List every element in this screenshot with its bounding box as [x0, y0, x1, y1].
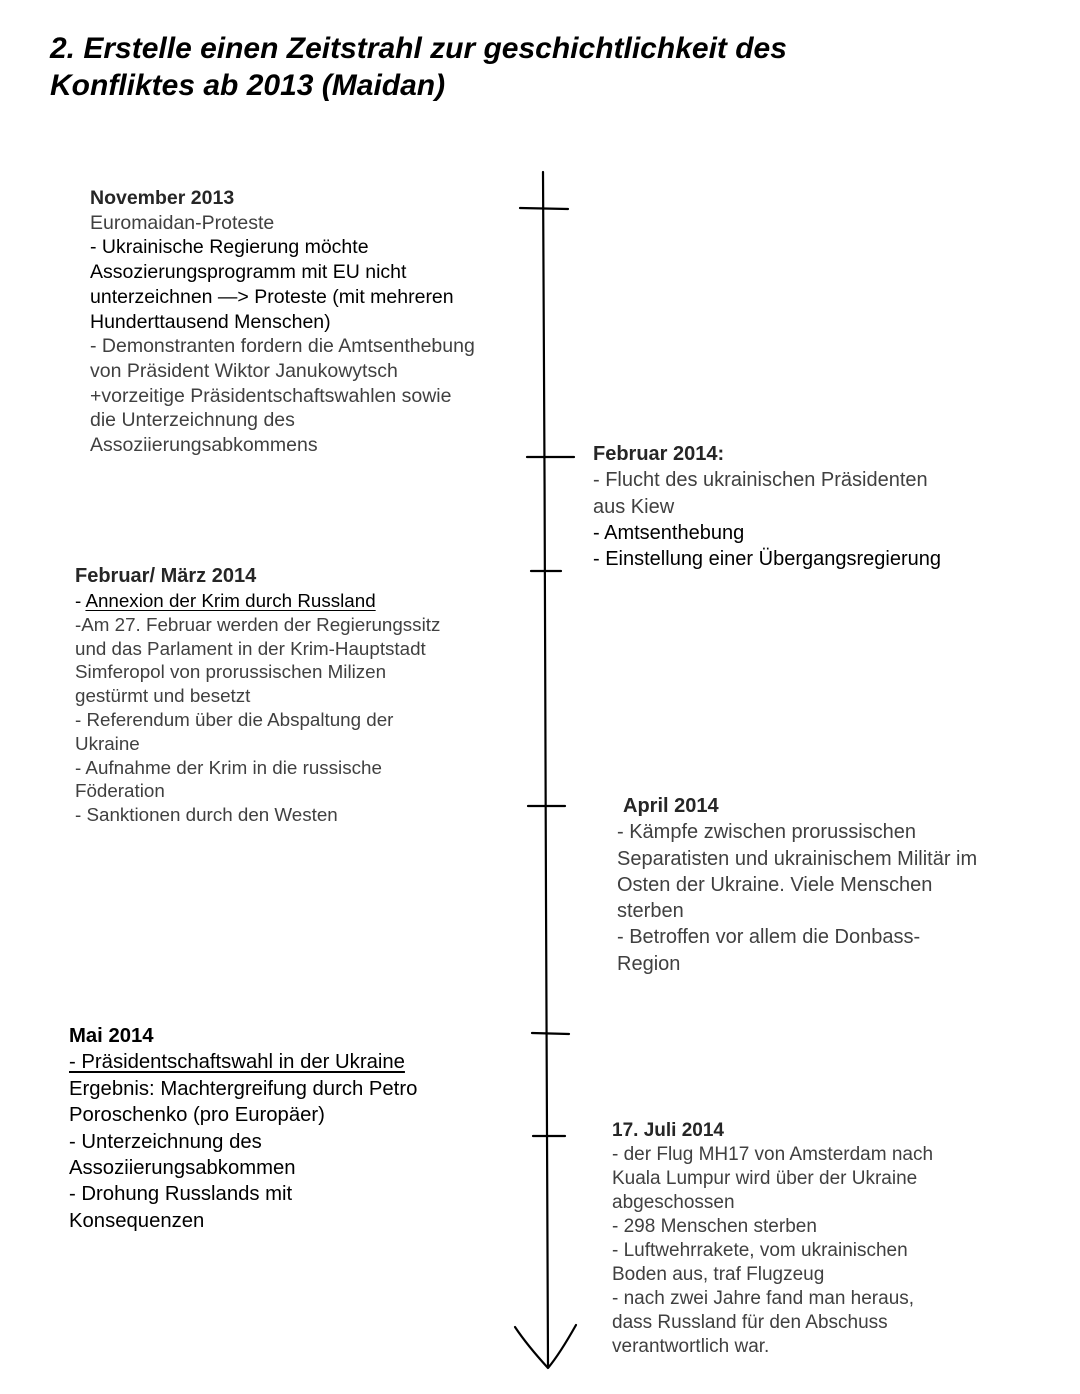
- event-november-2013: [90, 186, 475, 458]
- event-line: - Demonstranten fordern die Amtsenthebung: [90, 335, 475, 358]
- event-line: - Amtsenthebung: [593, 521, 745, 544]
- event-line: Poroschenko (pro Europäer): [69, 1104, 325, 1127]
- event-april-2014: [617, 793, 977, 977]
- event-line: - Betroffen vor allem die Donbass-: [617, 926, 921, 949]
- event-februar-maerz-2014: [75, 563, 440, 827]
- timeline-tick-may2014: [532, 1033, 569, 1034]
- event-line: Assoziierungsabkommen: [69, 1157, 296, 1180]
- event-line: Kuala Lumpur wird über der Ukraine: [612, 1168, 918, 1189]
- event-line: - Sanktionen durch den Westen: [75, 804, 338, 826]
- event-line: - Referendum über die Abspaltung der: [75, 708, 394, 730]
- event-line: - Luftwehrrakete, vom ukrainischen: [612, 1240, 908, 1261]
- event-date: Mai 2014: [69, 1025, 154, 1047]
- event-line: unterzeichnen —> Proteste (mit mehreren: [90, 285, 454, 308]
- event-line: - 298 Menschen sterben: [612, 1216, 817, 1237]
- event-line: Hunderttausend Menschen): [90, 310, 331, 333]
- event-line: - Unterzeichnung des: [69, 1130, 262, 1153]
- event-line: - Einstellung einer Übergangsregierung: [593, 548, 941, 571]
- event-line: - Flucht des ukrainischen Präsidenten: [593, 469, 928, 492]
- event-line-underlined: Annexion der Krim durch Russland: [85, 590, 376, 611]
- event-line: dass Russland für den Abschuss: [612, 1312, 888, 1333]
- event-line: Assoziierungsabkommens: [90, 434, 318, 457]
- event-line: - Drohung Russlands mit: [69, 1183, 293, 1206]
- event-line: abgeschossen: [612, 1192, 735, 1213]
- event-date: April 2014: [623, 795, 719, 817]
- title-line-1: 2. Erstelle einen Zeitstrahl zur geschichtlichkeit des: [50, 32, 787, 65]
- event-line: - der Flug MH17 von Amsterdam nach: [612, 1144, 934, 1165]
- event-line: - nach zwei Jahre fand man heraus,: [612, 1288, 915, 1309]
- arrow-head-icon: [515, 1325, 576, 1368]
- timeline-axis: [543, 172, 548, 1366]
- event-line: Osten der Ukraine. Viele Menschen: [617, 873, 933, 896]
- event-line: +vorzeitige Präsidentschaftswahlen sowie: [90, 384, 452, 407]
- event-date: 17. Juli 2014: [612, 1120, 724, 1141]
- event-line: Ukraine: [75, 732, 140, 754]
- event-line: Region: [617, 952, 681, 975]
- event-line: die Unterzeichnung des: [90, 409, 295, 432]
- event-line: [75, 589, 440, 613]
- event-line: aus Kiew: [593, 495, 675, 518]
- event-line: Euromaidan-Proteste: [90, 211, 275, 234]
- event-date: November 2013: [90, 187, 235, 209]
- event-line: Ergebnis: Machtergreifung durch Petro: [69, 1077, 418, 1100]
- event-februar-2014: [593, 441, 941, 572]
- event-mai-2014: [69, 1023, 417, 1234]
- event-line: verantwortlich war.: [612, 1336, 770, 1357]
- event-line: Konsequenzen: [69, 1209, 205, 1232]
- event-line: Boden aus, traf Flugzeug: [612, 1264, 825, 1285]
- timeline-tick-nov2013: [520, 208, 568, 209]
- event-line: Separatisten und ukrainischem Militär im: [617, 847, 978, 870]
- event-line: von Präsident Wiktor Janukowytsch: [90, 359, 398, 382]
- event-line: Assozierungsprogramm mit EU nicht: [90, 261, 407, 284]
- event-line: - Ukrainische Regierung möchte: [90, 236, 369, 259]
- event-line: gestürmt und besetzt: [75, 685, 251, 707]
- event-date: Februar 2014:: [593, 443, 725, 465]
- event-17-juli-2014: [612, 1119, 933, 1359]
- event-line: Simferopol von prorussischen Milizen: [75, 661, 387, 683]
- event-line: - Aufnahme der Krim in die russische: [75, 756, 382, 778]
- event-line: -Am 27. Februar werden der Regierungssitz: [75, 613, 441, 635]
- event-line: sterben: [617, 900, 684, 923]
- event-line-dash: -: [75, 590, 86, 611]
- event-line: und das Parlament in der Krim-Hauptstadt: [75, 637, 426, 659]
- title-line-2: Konfliktes ab 2013 (Maidan): [50, 69, 446, 102]
- event-line-underlined: - Präsidentschaftswahl in der Ukraine: [69, 1051, 405, 1074]
- event-line: Föderation: [75, 780, 165, 802]
- event-line: - Kämpfe zwischen prorussischen: [617, 821, 917, 844]
- event-date: Februar/ März 2014: [75, 565, 257, 587]
